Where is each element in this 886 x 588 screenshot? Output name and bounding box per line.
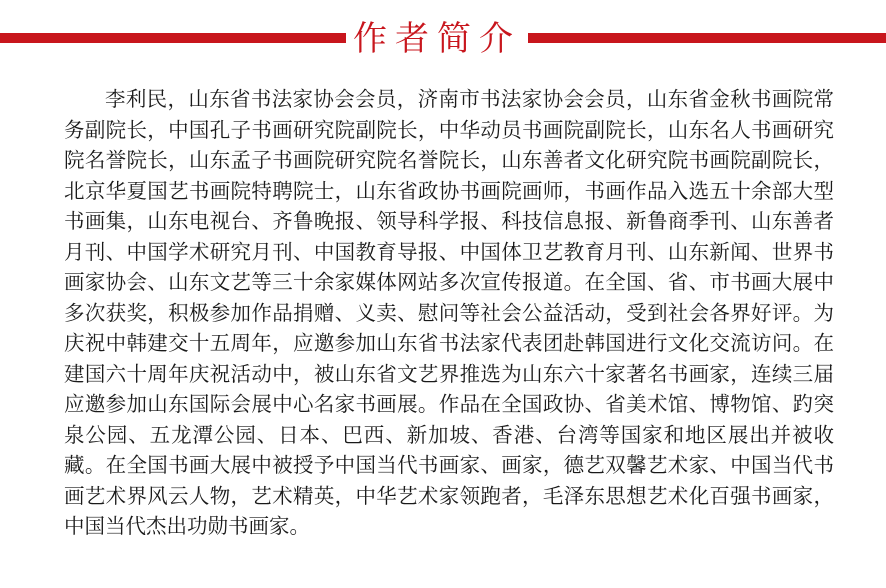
section-header: [0, 14, 886, 64]
author-biography: 李利民，山东省书法家协会会员，济南市书法家协会会员，山东省金秋书画院常务副院长，中国孔子书画研究院副院长，中华动员书画院副院长，山东名人书画研究院名誉院长，山东孟子书画院研究院名誉院长，山东善者文化研究院书画院副院长，北京华夏国艺书画院特聘院士，山东省政协书画院画师，书画作品入选五十余部大型书画集，山东电视台、齐鲁晚报、领导科学报、科技信息报、新鲁商季刊、山东善者月刊、中国学术研究月刊、中国教育导报、中国体卫艺教育月刊、山东新闻、世界书画家协会、山东文艺等三十余家媒体网站多次宣传报道。在全国、省、市书画大展中多次获奖，积极参加作品捐赠、义卖、慰问等社会公益活动，受到社会各界好评。为庆祝中韩建交十五周年，应邀参加山东省书法家代表团赴韩国进行文化交流访问。在建国六十周年庆祝活动中，被山东省文艺界推选为山东六十家著名书画家，连续三届应邀参加山东国际会展中心名家书画展。作品在全国政协、省美术馆、博物馆、趵突泉公园、五龙潭公园、日本、巴西、新加坡、香港、台湾等国家和地区展出并被收藏。在全国书画大展中被授予中国当代书画家、画家，德艺双馨艺术家、中国当代书画艺术界风云人物，艺术精英，中华艺术家领跑者，毛泽东思想艺术化百强书画家，中国当代杰出功勋书画家。: [64, 87, 834, 538]
header-rule-right: [528, 33, 886, 43]
header-rule-left: [0, 33, 346, 43]
section-title: 作者简介: [353, 19, 521, 59]
